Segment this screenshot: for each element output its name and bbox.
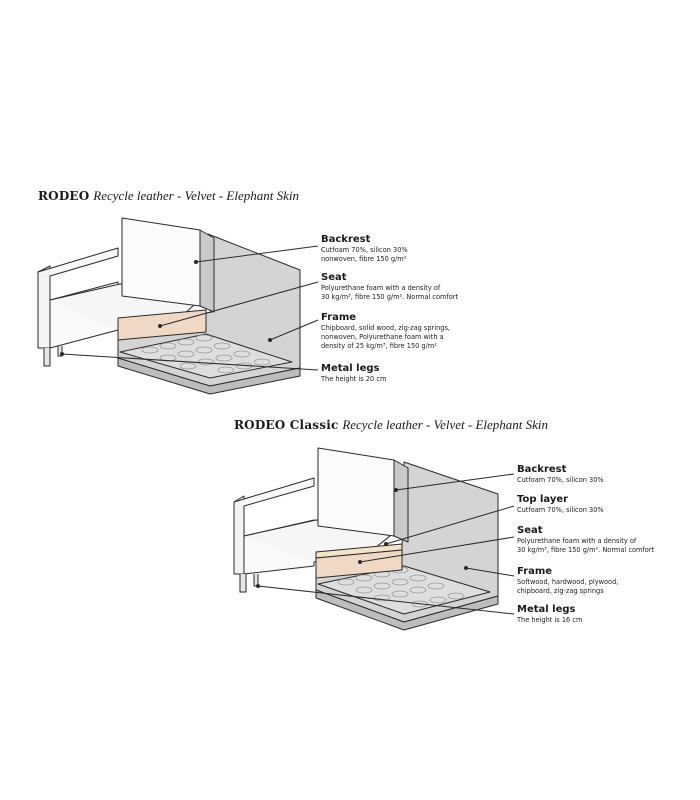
label-desc: The height is 20 cm xyxy=(321,375,387,383)
backrest-cushion xyxy=(318,448,394,536)
model-name: RODEO xyxy=(38,189,90,203)
label-name: Frame xyxy=(517,566,553,577)
label-desc: nonwoven, fibre 150 g/m² xyxy=(321,255,407,263)
label-desc: Cutfoam 70%, silicon 30% xyxy=(517,476,604,484)
label-desc: Softwood, hardwood, plywood, xyxy=(517,578,619,586)
label-name: Backrest xyxy=(517,464,567,475)
label-backrest xyxy=(517,464,604,485)
label-desc: Cutfoam 70%, silicon 30% xyxy=(517,506,604,514)
label-desc: 30 kg/m³, fibre 150 g/m². Normal comfort xyxy=(321,293,459,301)
armrest xyxy=(234,496,244,574)
label-metal-legs xyxy=(517,604,582,625)
label-name: Top layer xyxy=(517,494,569,505)
label-seat xyxy=(517,525,654,555)
metal-leg xyxy=(240,574,246,592)
label-desc: The height is 16 cm xyxy=(517,616,583,624)
backrest-foam xyxy=(394,460,408,542)
label-desc: 30 kg/m³, fibre 150 g/m². Normal comfort xyxy=(517,546,655,554)
model-name: RODEO Classic xyxy=(234,418,339,432)
material-options: Recycle leather - Velvet - Elephant Skin xyxy=(342,417,549,432)
label-desc: Cutfoam 70%, silicon 30% xyxy=(321,246,408,254)
label-name: Backrest xyxy=(321,234,371,245)
label-desc: Chipboard, solid wood, zig-zag springs, xyxy=(321,324,450,332)
label-desc: Polyurethane foam with a density of xyxy=(517,537,637,545)
label-name: Metal legs xyxy=(517,604,576,615)
label-desc: nonwoven, Polyurethane foam with a xyxy=(321,333,444,341)
material-options: Recycle leather - Velvet - Elephant Skin xyxy=(93,188,299,203)
label-name: Metal legs xyxy=(321,363,380,374)
label-top-layer xyxy=(517,494,604,515)
label-name: Frame xyxy=(321,312,357,323)
label-frame xyxy=(517,566,618,596)
label-desc: chipboard, zig-zag springs xyxy=(517,587,604,595)
label-name: Seat xyxy=(517,525,543,536)
label-name: Seat xyxy=(321,272,347,283)
label-desc: density of 25 kg/m³, fibre 150 g/m² xyxy=(321,342,437,350)
label-desc: Polyurethane foam with a density of xyxy=(321,284,441,292)
